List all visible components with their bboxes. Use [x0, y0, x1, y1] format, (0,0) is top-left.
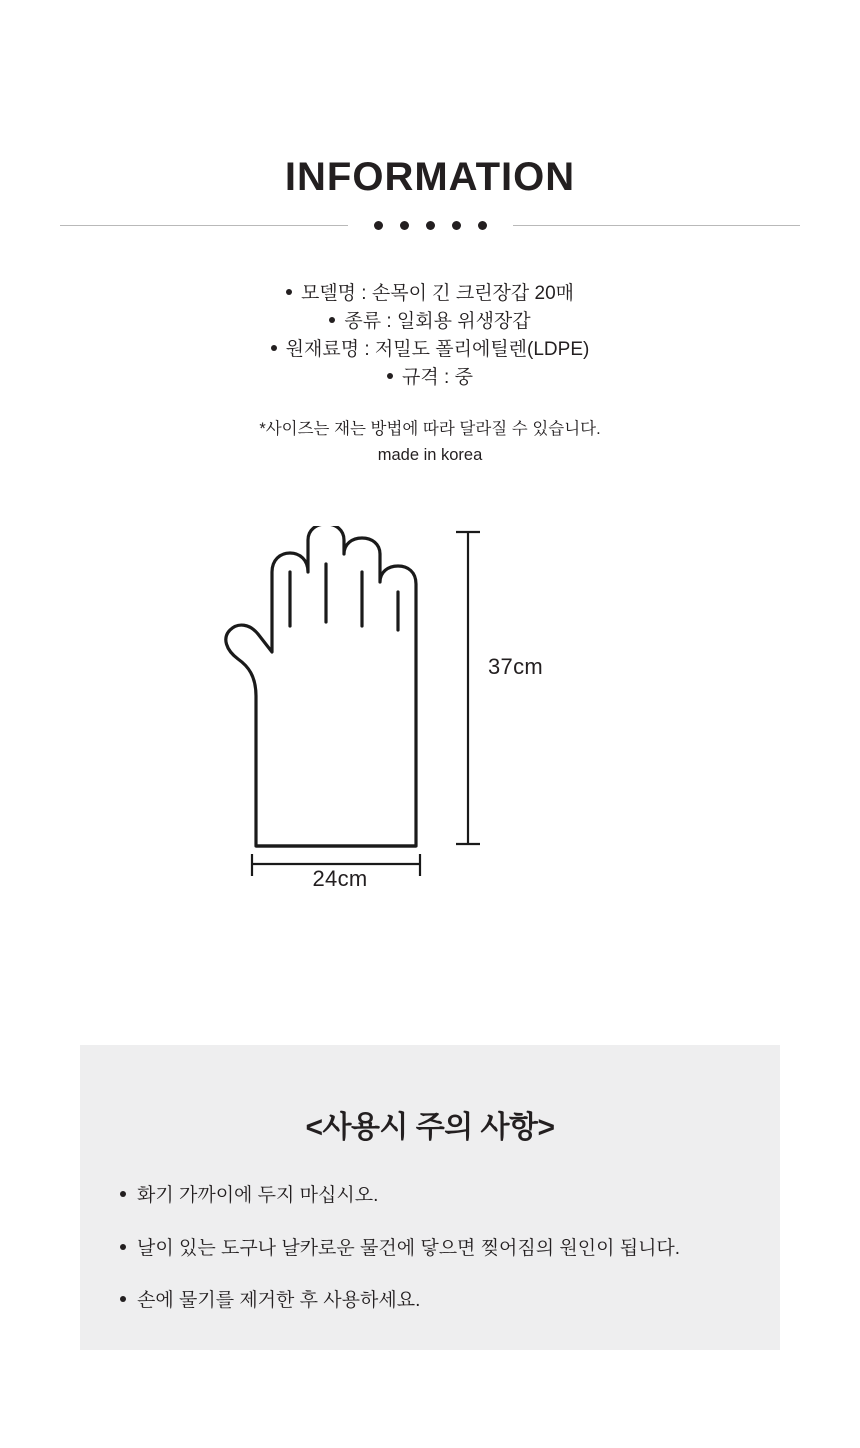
spec-item: [0, 336, 860, 364]
page-title: INFORMATION: [284, 155, 576, 199]
caution-item: [120, 1287, 780, 1315]
bullet-icon: [271, 345, 277, 351]
bullet-icon: [387, 373, 393, 379]
spec-item-label: 종류 : 일회용 위생장갑: [344, 310, 531, 332]
divider-dot: [452, 221, 461, 230]
caution-panel: [80, 1045, 780, 1350]
divider-line-right: [513, 225, 801, 226]
divider-dot: [426, 221, 435, 230]
spec-item-label: 원재료명 : 저밀도 폴리에틸렌(LDPE): [285, 338, 590, 360]
divider-line-left: [60, 225, 348, 226]
divider-dot: [400, 221, 409, 230]
divider-dots: [348, 221, 513, 230]
spec-item: [0, 308, 860, 336]
bullet-icon: [329, 317, 335, 323]
caution-item: [120, 1235, 780, 1263]
divider-dot: [478, 221, 487, 230]
bullet-icon: [120, 1244, 126, 1250]
glove-size-diagram: [210, 526, 650, 926]
bullet-icon: [120, 1296, 126, 1302]
divider-dot: [374, 221, 383, 230]
spec-item-label: 모델명 : 손목이 긴 크린장갑 20매: [300, 283, 575, 304]
caution-title: <사용시 주의 사항>: [305, 1111, 555, 1144]
spec-item: [0, 364, 860, 392]
caution-item: [120, 1182, 780, 1210]
width-dimension-label: 24cm: [312, 865, 368, 891]
height-dimension-label: 37cm: [488, 653, 543, 679]
size-disclaimer: *사이즈는 재는 방법에 따라 달라질 수 있습니다.: [259, 419, 601, 438]
bullet-icon: [286, 289, 292, 295]
bullet-icon: [120, 1191, 126, 1197]
caution-item-label: 화기 가까이에 두지 마십시오.: [137, 1185, 379, 1206]
spec-item-label: 규격 : 중: [402, 366, 473, 388]
spec-list: [0, 280, 860, 392]
diagram-section: [0, 526, 860, 926]
title-divider: [0, 221, 860, 230]
origin-note: made in korea: [377, 445, 483, 464]
spec-notes: [0, 416, 860, 468]
caution-list: [80, 1182, 780, 1315]
caution-item-label: 손에 물기를 제거한 후 사용하세요.: [137, 1290, 421, 1312]
spec-item: [0, 280, 860, 308]
caution-item-label: 날이 있는 도구나 날카로운 물건에 닿으면 찢어짐의 원인이 됩니다.: [137, 1237, 681, 1259]
